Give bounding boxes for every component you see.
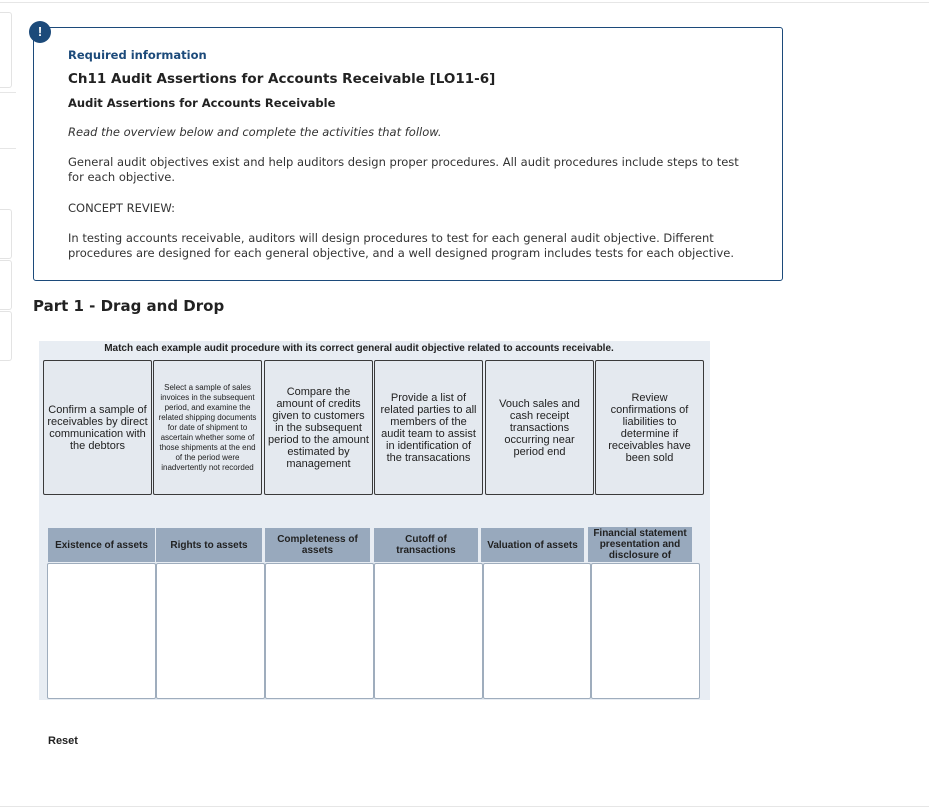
drop-zone-cutoff[interactable]: [374, 563, 483, 699]
procedure-card-text: Select a sample of sales invoices in the subsequent period, and examine the related shipping documents for date of shipment to ascertain whether some of those shipments at the end of the period were inadvertently not recorded: [158, 382, 257, 472]
drop-zone-valuation[interactable]: [483, 563, 591, 699]
exclamation-icon: !: [29, 21, 51, 43]
draggable-procedure-card[interactable]: [374, 360, 483, 495]
drag-and-drop-instructions: Match each example audit procedure with its correct general audit objective related to accounts receivable.: [104, 343, 614, 354]
category-header-cutoff: Cutoff of transactions: [374, 528, 478, 562]
category-header-valuation: Valuation of assets: [481, 528, 584, 562]
assignment-subtitle: Audit Assertions for Accounts Receivable: [68, 96, 336, 110]
drop-zone-existence[interactable]: [47, 563, 156, 699]
top-divider: [0, 2, 929, 3]
draggable-procedure-card[interactable]: [485, 360, 594, 495]
procedure-card-text: Review confirmations of liabilities to determine if receivables have been sold: [608, 391, 691, 464]
draggable-procedure-card[interactable]: [43, 360, 152, 495]
drop-zone-presentation[interactable]: [591, 563, 700, 699]
drag-and-drop-panel: [39, 341, 710, 700]
left-rail-panel: [0, 260, 12, 310]
concept-review-label: CONCEPT REVIEW:: [68, 201, 175, 215]
concept-review-paragraph: In testing accounts receivable, auditors will design procedures to test for each general audit objective. Different procedures are designed for each general objective, and a well designed program includes tests for each objective.: [68, 231, 734, 260]
drop-zone-rights[interactable]: [156, 563, 265, 699]
left-rail-divider: [0, 148, 16, 149]
category-header-rights: Rights to assets: [156, 528, 262, 562]
category-header-existence: Existence of assets: [48, 528, 155, 562]
left-rail-divider: [0, 92, 16, 93]
bottom-divider: [0, 806, 929, 807]
left-rail-panel-top: [0, 12, 12, 88]
draggable-procedure-card[interactable]: [153, 360, 262, 495]
procedure-card-text: Provide a list of related parties to all members of the audit team to assist in identification of the transacations: [380, 391, 477, 464]
draggable-procedure-card[interactable]: [595, 360, 704, 495]
left-rail-panel: [0, 311, 12, 361]
part-title: Part 1 - Drag and Drop: [33, 297, 225, 315]
overview-paragraph: General audit objectives exist and help auditors design proper procedures. All audit procedures include steps to test for each objective.: [68, 155, 739, 184]
procedure-card-text: Vouch sales and cash receipt transactions occurring near period end: [499, 397, 580, 458]
assignment-title: Ch11 Audit Assertions for Accounts Receivable [LO11-6]: [68, 71, 496, 87]
category-header-presentation: Financial statement presentation and disclosure of: [588, 527, 692, 562]
required-information-label: Required information: [68, 48, 207, 62]
required-information-box: [33, 27, 783, 281]
drop-zone-completeness[interactable]: [265, 563, 374, 699]
intro-text: Read the overview below and complete the activities that follow.: [68, 125, 442, 139]
procedure-card-text: Confirm a sample of receivables by direct communication with the debtors: [47, 403, 148, 452]
left-rail-panel: [0, 209, 12, 259]
procedure-card-text: Compare the amount of credits given to customers in the subsequent period to the amount estimated by management: [268, 385, 369, 470]
category-header-completeness: Completeness of assets: [265, 528, 370, 562]
draggable-procedure-card[interactable]: [264, 360, 373, 495]
reset-button[interactable]: Reset: [48, 735, 78, 747]
